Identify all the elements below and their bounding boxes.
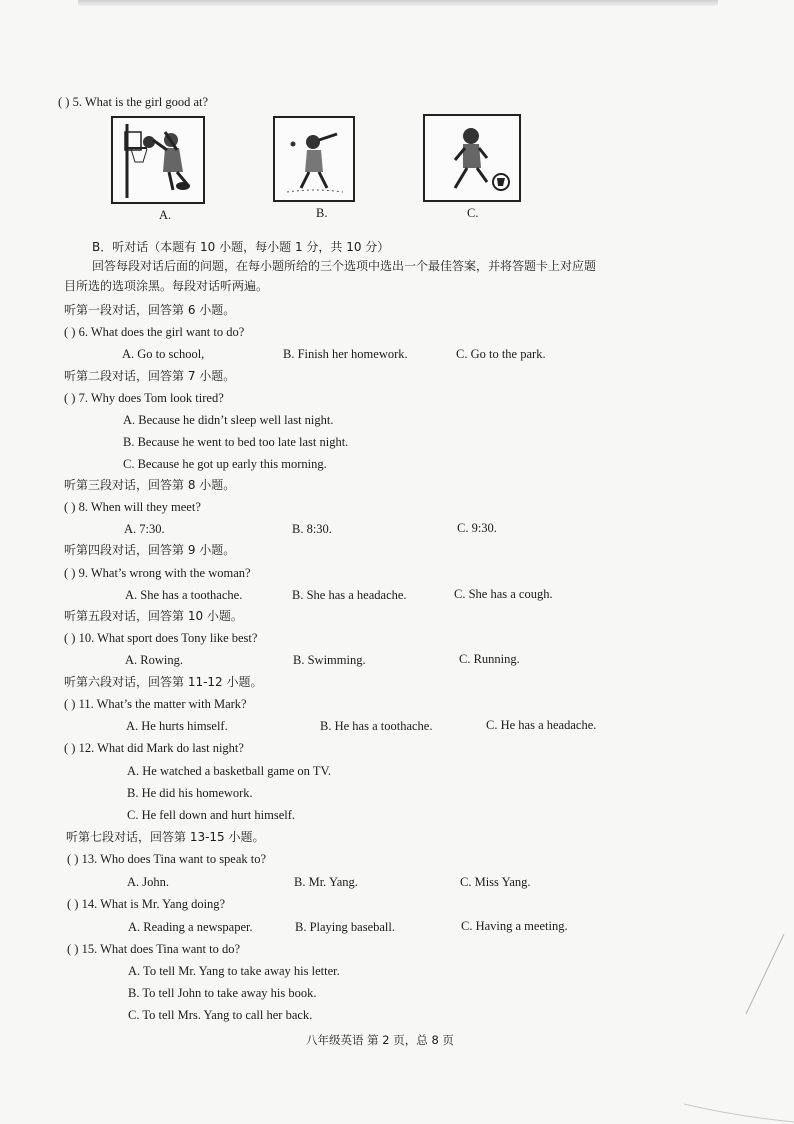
q11-option-c: C. He has a headache.	[486, 718, 597, 732]
picture-option-a	[111, 116, 205, 204]
q9-option-b: B. She has a headache.	[292, 588, 407, 602]
picture-option-a-label: A.	[159, 208, 172, 222]
q9-option-a: A. She has a toothache.	[125, 588, 243, 602]
q14-option-b: B. Playing baseball.	[295, 920, 395, 934]
section-b-instruction-1: 回答每段对话后面的问题，在每小题所给的三个选项中选出一个最佳答案，并将答题卡上对应题	[92, 259, 597, 273]
q8-option-b: B. 8:30.	[292, 522, 332, 536]
q8-option-a: A. 7:30.	[124, 522, 165, 536]
q15-option-c: C. To tell Mrs. Yang to call her back.	[128, 1008, 313, 1022]
q12-option-b: B. He did his homework.	[127, 786, 253, 800]
dialogue-7-header: 听第七段对话，回答第 13-15 小题。	[66, 830, 265, 844]
page-curl-shadow	[684, 934, 794, 1124]
q7-option-c: C. Because he got up early this morning.	[123, 457, 327, 471]
q10-option-c: C. Running.	[459, 652, 520, 666]
q7-option-b: B. Because he went to bed too late last night.	[123, 435, 349, 449]
q14-option-c: C. Having a meeting.	[461, 919, 568, 933]
soccer-player-icon	[425, 116, 519, 200]
q6-option-a: A. Go to school,	[122, 347, 205, 361]
q8-option-c: C. 9:30.	[457, 521, 497, 535]
question-15: ( ) 15. What does Tina want to do?	[67, 942, 241, 956]
picture-option-b-label: B.	[316, 206, 328, 220]
picture-option-b	[273, 116, 355, 202]
question-10: ( ) 10. What sport does Tony like best?	[64, 631, 258, 645]
section-b-title: B．听对话（本题有 10 小题，每小题 1 分，共 10 分）	[92, 240, 390, 254]
picture-option-c	[423, 114, 521, 202]
dialogue-2-header: 听第二段对话，回答第 7 小题。	[64, 369, 236, 383]
dialogue-1-header: 听第一段对话，回答第 6 小题。	[64, 303, 236, 317]
question-14: ( ) 14. What is Mr. Yang doing?	[67, 897, 226, 911]
q9-option-c: C. She has a cough.	[454, 587, 553, 601]
q13-option-c: C. Miss Yang.	[460, 875, 531, 889]
question-6: ( ) 6. What does the girl want to do?	[64, 325, 245, 339]
dialogue-4-header: 听第四段对话，回答第 9 小题。	[64, 543, 236, 557]
question-5: ( ) 5. What is the girl good at?	[58, 95, 209, 109]
baseball-batter-icon	[275, 118, 353, 200]
q11-option-a: A. He hurts himself.	[126, 719, 228, 733]
q13-option-b: B. Mr. Yang.	[294, 875, 358, 889]
q14-option-a: A. Reading a newspaper.	[128, 920, 253, 934]
q7-option-a: A. Because he didn’t sleep well last night.	[123, 413, 334, 427]
basketball-player-icon	[113, 118, 203, 202]
question-13: ( ) 13. Who does Tina want to speak to?	[67, 852, 267, 866]
q15-option-b: B. To tell John to take away his book.	[128, 986, 317, 1000]
q10-option-b: B. Swimming.	[293, 653, 366, 667]
page-footer: 八年级英语 第 2 页，总 8 页	[306, 1033, 454, 1047]
q15-option-a: A. To tell Mr. Yang to take away his letter.	[128, 964, 340, 978]
q13-option-a: A. John.	[127, 875, 170, 889]
q10-option-a: A. Rowing.	[125, 653, 183, 667]
q6-option-b: B. Finish her homework.	[283, 347, 408, 361]
picture-option-c-label: C.	[467, 206, 479, 220]
scan-top-edge	[78, 0, 718, 6]
dialogue-6-header: 听第六段对话，回答第 11-12 小题。	[64, 675, 263, 689]
section-b-instruction-2: 目所选的选项涂黑。每段对话听两遍。	[64, 279, 269, 293]
dialogue-3-header: 听第三段对话，回答第 8 小题。	[64, 478, 236, 492]
q12-option-a: A. He watched a basketball game on TV.	[127, 764, 331, 778]
question-11: ( ) 11. What’s the matter with Mark?	[64, 697, 247, 711]
q11-option-b: B. He has a toothache.	[320, 719, 433, 733]
question-7: ( ) 7. Why does Tom look tired?	[64, 391, 224, 405]
dialogue-5-header: 听第五段对话，回答第 10 小题。	[64, 609, 243, 623]
question-9: ( ) 9. What’s wrong with the woman?	[64, 566, 251, 580]
q6-option-c: C. Go to the park.	[456, 347, 546, 361]
q12-option-c: C. He fell down and hurt himself.	[127, 808, 296, 822]
question-8: ( ) 8. When will they meet?	[64, 500, 201, 514]
question-12: ( ) 12. What did Mark do last night?	[64, 741, 244, 755]
